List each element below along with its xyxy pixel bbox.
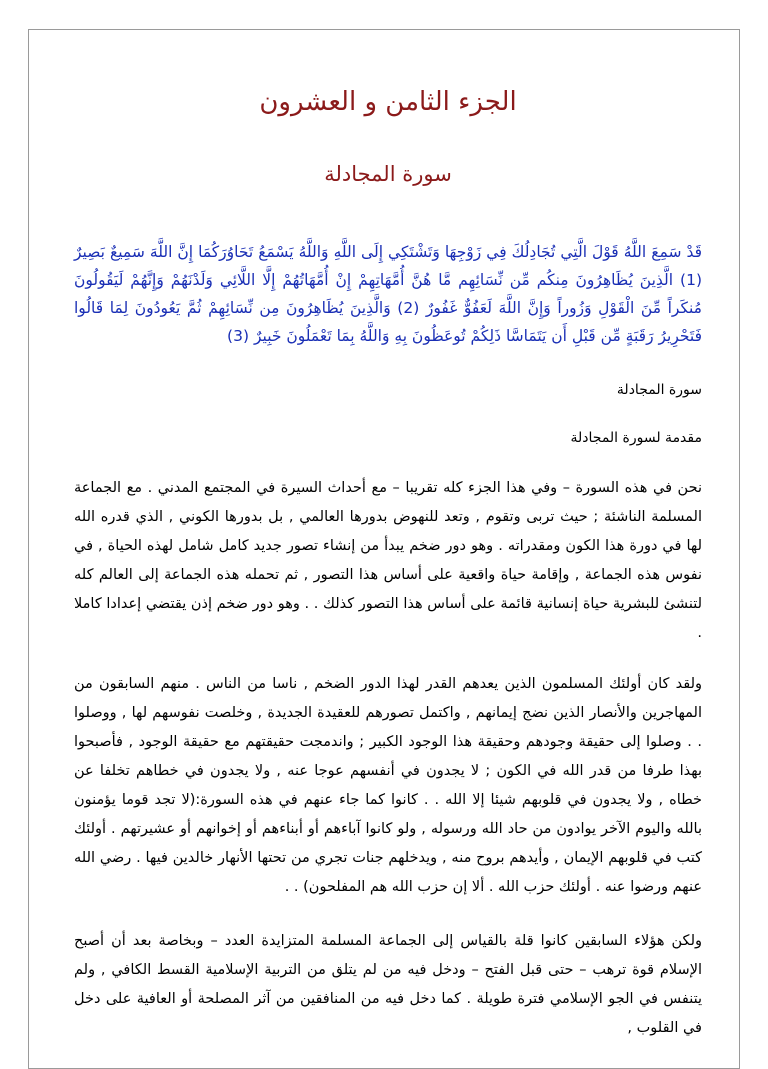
paragraph-1: نحن في هذه السورة – وفي هذا الجزء كله تقريبا – مع أحداث السيرة في المجتمع المدني . مع الجماعة المسلمة الناشئة ; حيث تربى وتقوم , وتعد للنهوض بدورها العالمي , بل بدورها الكوني , الذي قدره الله لها في دورة هذا الكون ومقدراته . وهو دور ضخم يبدأ من إنشاء تصور جديد كامل شامل لهذه الحياة , في نفوس هذه الجماعة , وإقامة حياة واقعية على أساس هذا التصور , ثم تحمله هذه الجماعة إلى العالم كله لتنشئ للبشرية حياة إنسانية قائمة على أساس هذا التصور كذلك . . وهو دور ضخم إذن يقتضي إعدادا كاملا .: [74, 480, 702, 641]
section-label: سورة المجادلة: [616, 382, 702, 398]
paragraph-2: ولقد كان أولئك المسلمون الذين يعدهم القدر لهذا الدور الضخم , ناسا من الناس . منهم السابقون من المهاجرين والأنصار الذين نضج إيمانهم , واكتمل تصورهم للعقيدة الجديدة , وخلصت نفوسهم لها , ووصلوا . . وصلوا إلى حقيقة وجودهم وحقيقة هذا الوجود الكبير ; واندمجت حقيقتهم مع حقيقة الوجود , فأصبحوا بهذا طرفا من قدر الله في الكون ; لا يجدون في أنفسهم عوجا عنه , ولا يجدون في خطاهم تخلفا عن خطاه , ولا يجدون في قلوبهم شيئا إلا الله . . كانوا كما جاء عنهم في هذه السورة:(لا تجد قوما يؤمنون بالله واليوم الآخر يوادون من حاد الله ورسوله , ولو كانوا آباءهم أو أبناءهم أو إخوانهم أو عشيرتهم . أولئك كتب في قلوبهم الإيمان , وأيدهم بروح منه , ويدخلهم جنات تجري من تحتها الأنهار خالدين فيها . رضي الله عنهم ورضوا عنه . أولئك حزب الله . ألا إن حزب الله هم المفلحون) . .: [74, 676, 702, 895]
surah-title: سورة المجادلة: [324, 162, 452, 186]
part-title: الجزء الثامن و العشرون: [259, 87, 517, 117]
paragraph-3: ولكن هؤلاء السابقين كانوا قلة بالقياس إلى الجماعة المسلمة المتزايدة العدد – وبخاصة بعد أن أصبح الإسلام قوة ترهب – حتى قبل الفتح – ودخل فيه من لم يتلق من التربية الإسلامية القسط الكافي , ولم يتنفس في الجو الإسلامي فترة طويلة . كما دخل فيه من المنافقين من آثر المصلحة أو العافية على دخل في القلوب ,: [74, 933, 702, 1036]
quran-verses: قَدْ سَمِعَ اللَّهُ قَوْلَ الَّتِي تُجَادِلُكَ فِي زَوْجِهَا وَتَشْتَكِي إِلَى اللَّهِ وَاللَّهُ يَسْمَعُ تَحَاوُرَكُمَا إِنَّ اللَّهَ سَمِيعٌ بَصِيرٌ (1) الَّذِينَ يُظَاهِرُونَ مِنكُم مِّن نِّسَائِهِم مَّا هُنَّ أُمَّهَاتِهِمْ إِنْ أُمَّهَاتُهُمْ إِلَّا اللَّائِي وَلَدْنَهُمْ وَإِنَّهُمْ لَيَقُولُونَ مُنكَراً مِّنَ الْقَوْلِ وَزُوراً وَإِنَّ اللَّهَ لَعَفُوٌّ غَفُورٌ (2) وَالَّذِينَ يُظَاهِرُونَ مِن نِّسَائِهِمْ ثُمَّ يَعُودُونَ لِمَا قَالُوا فَتَحْرِيرُ رَقَبَةٍ مِّن قَبْلِ أَن يَتَمَاسَّا ذَلِكُمْ تُوعَظُونَ بِهِ وَاللَّهُ بِمَا تَعْمَلُونَ خَبِيرٌ (3): [74, 243, 702, 345]
intro-heading: مقدمة لسورة المجادلة: [570, 430, 702, 446]
